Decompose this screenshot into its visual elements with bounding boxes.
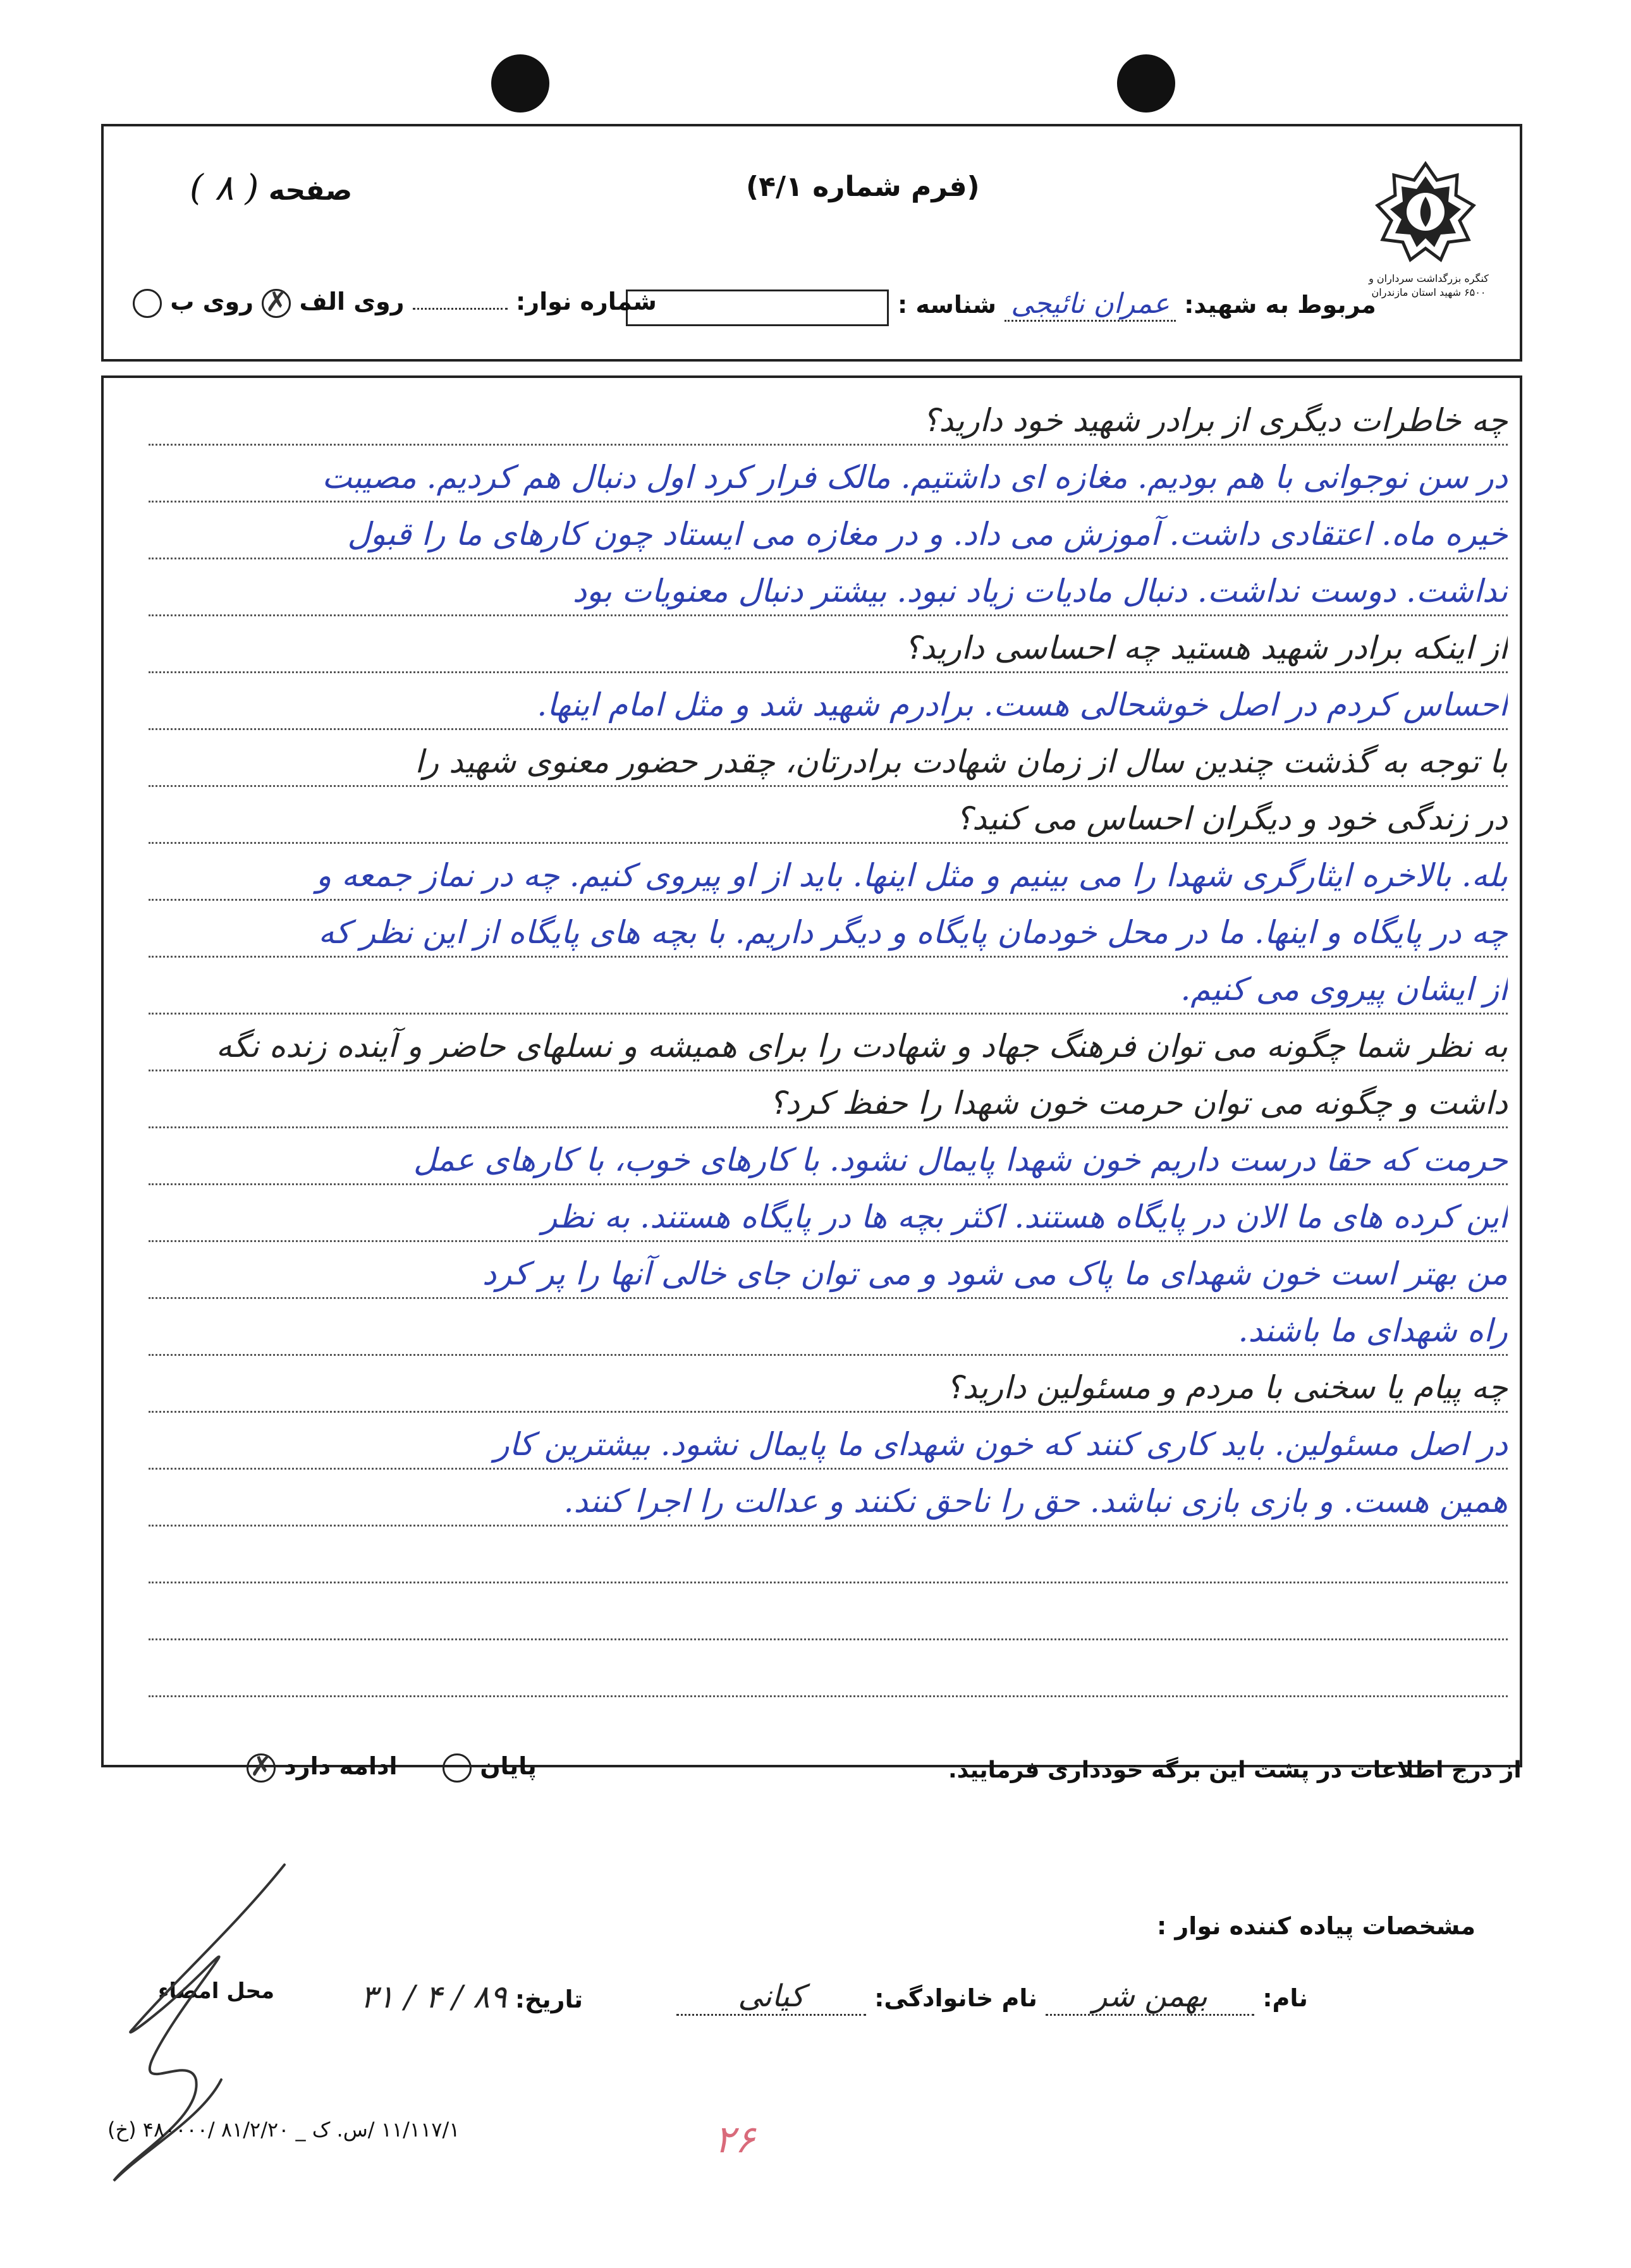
body-line: چه خاطرات دیگری از برادر شهید خود دارید؟ [922,402,1508,439]
side-b-checkbox [133,289,162,318]
page-label: صفحه [268,174,353,207]
family-value: کیانی [676,1978,866,2016]
body-line: از ایشان پیروی می کنیم. [1180,971,1508,1008]
body-line: داشت و چگونه می توان حرمت خون شهدا را حفظ کرد؟ [769,1085,1508,1121]
related-martyr-row [898,288,1376,320]
tape-number-dots [413,308,508,310]
side-a-label: روی الف [299,288,405,315]
logo [1375,161,1476,262]
form-number: (فرم شماره ۴/۱) [746,171,980,203]
side-b-label: روی ب [170,288,254,315]
body-line: چه پیام یا سخنی با مردم و مسئولین دارید؟ [946,1369,1508,1406]
star-emblem-icon [1375,161,1476,262]
body-line: همین هست. و بازی بازی نباشد. حق را ناحق نکنند و عدالت را اجرا کنند. [563,1483,1508,1520]
continues-label: ادامه دارد [284,1752,398,1780]
back-page-note: از درج اطلاعات در پشت این برگه خودداری فرمایید. [948,1757,1522,1783]
recorder-name-row [676,1978,1308,2016]
tape-number-label: شماره نوار: [516,288,657,315]
body-line: در اصل مسئولین. باید کاری کنند که خون شهدای ما پایمال نشود. بیشترین کار [494,1426,1508,1463]
name-label: نام: [1262,1984,1308,2012]
family-label: نام خانوادگی: [874,1984,1037,2012]
page-number: ( ٨ ) [190,168,259,209]
continues-option [247,1752,398,1783]
related-to-label: مربوط به شهید: [1184,291,1376,319]
end-option [443,1752,537,1783]
body-line: راه شهدای ما باشند. [1238,1312,1508,1349]
end-checkbox [443,1753,472,1783]
signature [95,1852,310,2193]
body-line: از اینکه برادر شهید هستید چه احساسی دارید؟ [903,630,1508,666]
body-line: چه در پایگاه و اینها. ما در محل خودمان پایگاه و دیگر داریم. با بچه های پایگاه از این نظر که [318,914,1508,951]
logo-caption: کنگره بزرگداشت سرداران و ۶۵۰۰ شهید استان مازندران [1369,272,1489,298]
body-line: با توجه به گذشت چندین سال از زمان شهادت برادرتان، چقدر حضور معنوی شهید را [415,743,1508,780]
body-line: در زندگی خود و دیگران احساس می کنید؟ [955,800,1508,837]
body-line: این کرده های ما الان در پایگاه هستند. اکثر بچه ها در پایگاه هستند. به نظر [542,1198,1508,1235]
body-line: به نظر شما چگونه می توان فرهنگ جهاد و شهادت را برای همیشه و نسلهای حاضر و آینده زنده نگه [216,1028,1508,1064]
end-label: پایان [480,1752,537,1780]
tape-row [133,285,657,318]
body-line: من بهتر است خون شهدای ما پاک می شود و می توان جای خالی آنها را پر کرد [482,1255,1508,1292]
martyr-name: عمران نائیجی [1005,288,1176,322]
body-line: حرمت که حقا درست داریم خون شهدا پایمال نشود. با کارهای خوب، با کارهای عمل [413,1142,1508,1178]
date-row [360,1978,583,2015]
body-line: نداشت. دوست نداشت. دنبال مادیات زیاد نبود. بیشتر دنبال معنویات بود [572,573,1508,609]
date-value: ۸۹ / ۴ / ۳۱ [360,1978,507,2015]
signature-label: محل امضاء [158,1978,275,2004]
body-line: خیره ماه. اعتقادی داشت. آموزش می داد. و در مغازه می ایستاد چون کارهای ما را قبول [347,516,1508,552]
recorder-heading: مشخصات پیاده کننده نوار : [1157,1912,1476,1940]
punch-hole-left [491,54,549,113]
signature-scribble-icon [95,1852,310,2193]
continues-checkbox: ✗ [247,1753,276,1783]
body-line: بله. بالاخره ایثارگری شهدا را می بینیم و مثل اینها. باید از او پیروی کنیم. چه در نماز جمعه و [316,857,1508,894]
name-value: بهمن شر [1046,1978,1254,2016]
body-line: احساس کردم در اصل خوشحالی هست. برادرم شهید شد و مثل امام اینها. [537,686,1508,723]
punch-hole-right [1117,54,1175,113]
footer-divider [101,1716,1517,1719]
page-mark: ۲۶ [714,2118,755,2162]
id-label: شناسه : [898,291,996,319]
date-label: تاریخ: [515,1985,583,2013]
side-a-checkbox: ✗ [262,289,291,318]
page-number-area [190,168,352,209]
id-field [626,290,889,326]
body-line: در سن نوجوانی با هم بودیم. مغازه ای داشتیم. مالک فرار کرد اول دنبال هم کردیم. مصیبت [322,459,1508,496]
form-code: ۱۱/۱۱۷/۱ /س. ک _ ۸۱/۲/۲۰ /۴۸۰۰۰۰ (خ) [107,2118,460,2142]
